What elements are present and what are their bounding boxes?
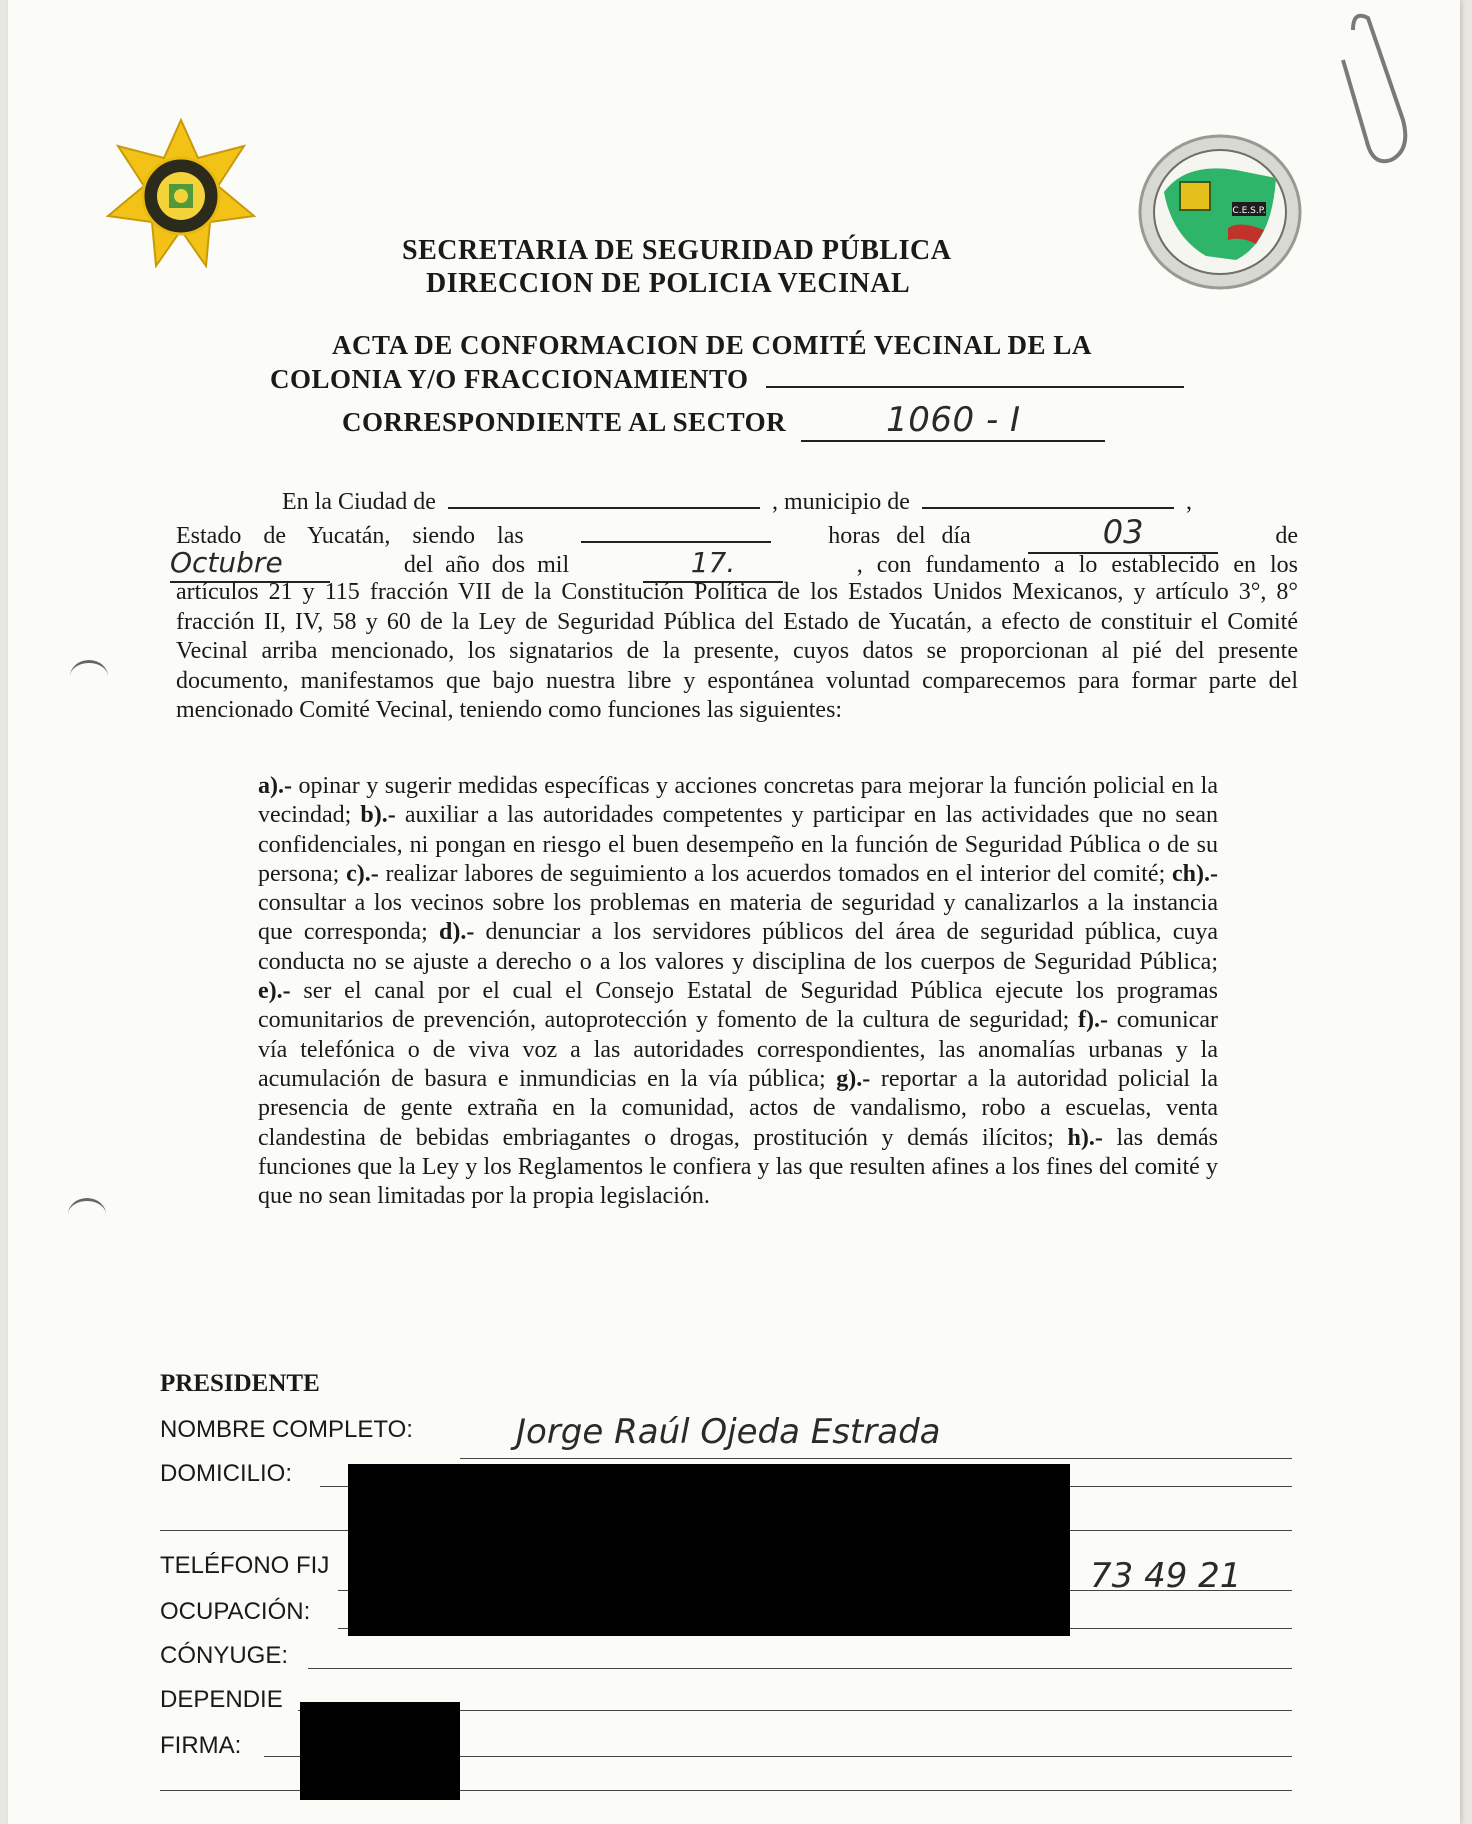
intro-text: En la Ciudad de <box>282 489 436 515</box>
function-letter: b).- <box>360 802 396 829</box>
intro-row1 <box>282 488 1296 518</box>
colonia-blank <box>766 386 1184 388</box>
name-label: NOMBRE COMPLETO: <box>160 1416 413 1443</box>
function-letter: a).- <box>258 773 292 799</box>
redaction-block <box>348 1464 1070 1636</box>
intro-text: Estado de Yucatán, siendo las <box>176 523 524 549</box>
president-heading: PRESIDENTE <box>160 1370 320 1397</box>
title-line1: ACTA DE CONFORMACION DE COMITÉ VECINAL DE LA <box>332 330 1092 360</box>
occupation-label: OCUPACIÓN: <box>160 1598 311 1625</box>
function-text: las demás funciones que la Ley y los Reglamentos le confiera y las que resulten afines a los fines del comité y que no sean limitadas por la propia legislación. <box>258 1124 1218 1210</box>
sector-value: 1060 - I <box>886 400 1021 440</box>
city-blank <box>448 507 760 509</box>
intro-text: del año dos mil <box>403 552 570 578</box>
function-text: ser el canal por el cual el Consejo Estatal de Seguridad Pública ejecute los programas comunitarios de prevención, autoprotección y fomento de la cultura de seguridad; <box>258 978 1218 1034</box>
redaction-block <box>300 1702 460 1800</box>
function-text: reportar a la autoridad policial la presencia de gente extraña en la comunidad, actos de vandalismo, robo a escuelas, venta clandestina de bebidas embriagantes o drogas, prostitución y demás ilícitos; <box>258 1065 1218 1151</box>
address-label: DOMICILIO: <box>160 1460 293 1487</box>
star-seal-icon <box>106 118 256 268</box>
function-text: comunicar vía telefónica o de viva voz a las autoridades correspondientes, las anomalías urbanas y la acumulación de basura e inmundicias en la vía pública; <box>258 1007 1218 1092</box>
function-letter: d).- <box>439 919 475 946</box>
header-line2: DIRECCION DE POLICIA VECINAL <box>426 268 911 299</box>
hours-blank <box>581 541 771 543</box>
spouse-label: CÓNYUGE: <box>160 1642 289 1669</box>
intro-text: de <box>1275 523 1298 549</box>
seal-inner-text: C.E.S.P. <box>1232 206 1266 216</box>
day-value: 03 <box>1102 513 1144 551</box>
function-letter: g).- <box>836 1065 871 1092</box>
function-text: realizar labores de seguimiento a los acuerdos tomados en el interior del comité; <box>378 860 1173 887</box>
year-value: 17. <box>690 546 736 579</box>
function-text: auxiliar a las autoridades competentes y participar en las actividades que no sean confidenciales, ni pongan en riesgo el buen desempeño en la función de Seguridad Pública o de su persona; <box>258 802 1219 887</box>
document-page <box>8 0 1460 1824</box>
functions-list <box>258 772 1218 1211</box>
function-letter: f).- <box>1078 1007 1108 1034</box>
phone-value: 73 49 21 <box>1090 1556 1242 1596</box>
function-text: denunciar a los servidores públicos del área de seguridad pública, cuya conducta no se ajuste a derecho o a los valores y disciplina de los cuerpos de Seguridad Pública; <box>258 919 1218 975</box>
intro-text: horas del día <box>828 523 971 549</box>
punch-hole-icon <box>68 1198 106 1231</box>
function-text: consultar a los vecinos sobre los problemas en materia de seguridad y canalizarlos a la instancia que corresponda; <box>258 890 1218 946</box>
name-value: Jorge Raúl Ojeda Estrada <box>516 1412 941 1452</box>
punch-hole-icon <box>70 660 108 693</box>
council-seal-icon <box>1136 132 1304 292</box>
intro-text: , municipio de <box>771 489 910 515</box>
title-line2-row <box>270 364 1184 395</box>
municipality-blank <box>922 507 1174 509</box>
dependents-label: DEPENDIE <box>160 1686 283 1713</box>
header-line1: SECRETARIA DE SEGURIDAD PÚBLICA <box>402 235 952 266</box>
intro-text: , con fundamento a lo establecido en los <box>856 552 1298 578</box>
paperclip-icon <box>1333 10 1413 180</box>
sector-field <box>801 400 1105 442</box>
function-letter: c).- <box>346 860 379 887</box>
signature-label: FIRMA: <box>160 1732 242 1759</box>
month-value: Octubre <box>170 546 283 579</box>
function-letter: e).- <box>258 978 291 1005</box>
title-line3: CORRESPONDIENTE AL SECTOR <box>342 407 787 437</box>
title-line3-row <box>342 400 1105 442</box>
phone-label: TELÉFONO FIJ <box>160 1552 330 1579</box>
spouse-line <box>308 1668 1292 1669</box>
intro-paragraph: artículos 21 y 115 fracción VII de la Constitución Política de los Estados Unidos Mexicanos, y artículo 3°, 8° fracción II, IV, 58 y 60 de la Ley de Seguridad Pública del Estado de Yucatán, a efecto de constituir el Comité Vecinal arriba mencionado, los signatarios de la presente, cuyos datos se proporcionan al pié del presente documento, manifestamos que bajo nuestra libre y espontánea voluntad comparecemos para formar parte del mencionado Comité Vecinal, teniendo como funciones las siguientes: <box>176 579 1298 723</box>
function-text: opinar y sugerir medidas específicas y acciones concretas para mejorar la función policial en la vecindad; <box>258 773 1218 829</box>
intro-text: , <box>1185 489 1192 515</box>
function-letter: ch).- <box>1172 860 1219 887</box>
name-line <box>460 1458 1292 1459</box>
title-line2: COLONIA Y/O FRACCIONAMIENTO <box>270 364 749 394</box>
function-letter: h).- <box>1067 1124 1103 1151</box>
